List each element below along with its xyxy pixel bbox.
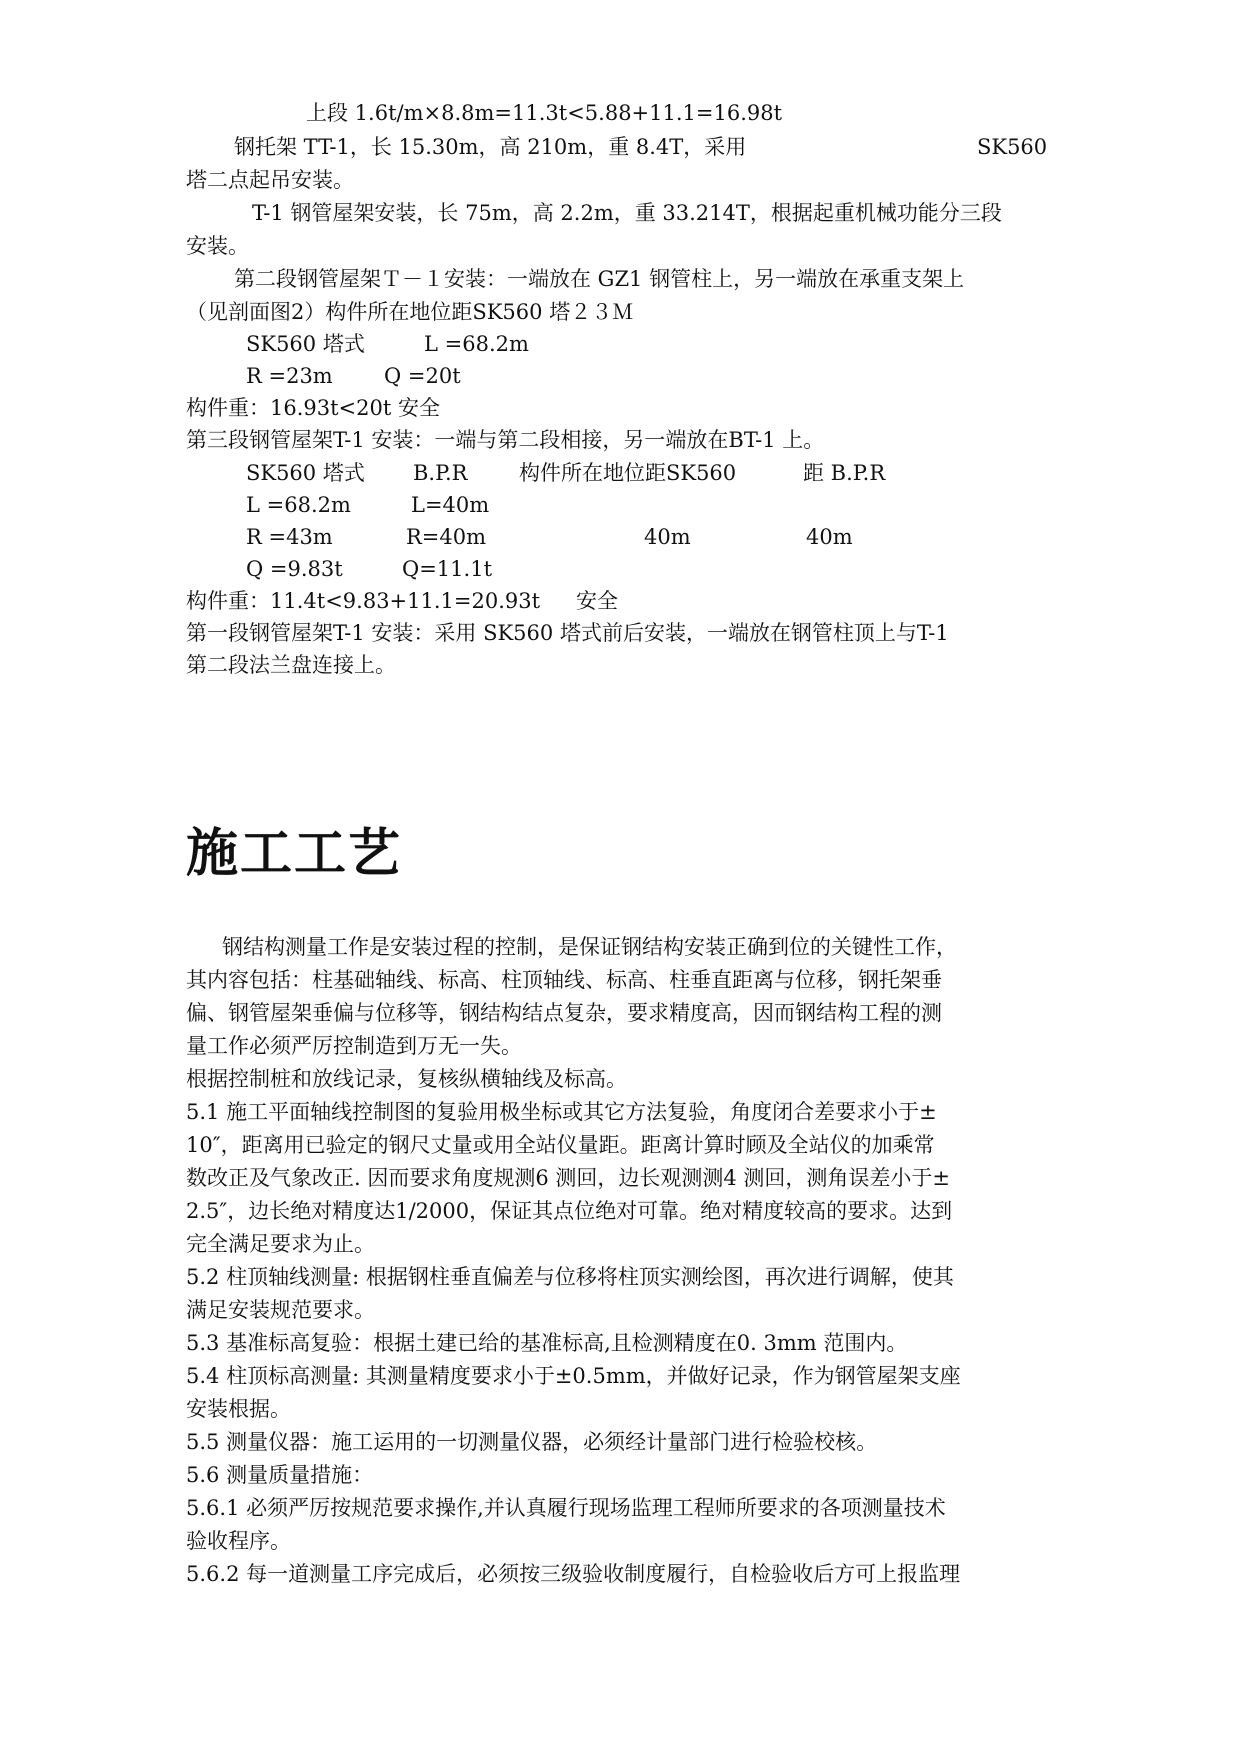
text-line: 数改正及气象改正. 因而要求角度规测6 测回，边长观测测4 测回，测角误差小于± xyxy=(186,1166,951,1190)
section-heading: 施工工艺 xyxy=(186,824,403,884)
text-line: 安装根据。 xyxy=(186,1397,291,1421)
text-line: 安装。 xyxy=(186,234,249,258)
text-line: 验收程序。 xyxy=(186,1529,291,1553)
spec-label: SK560 塔式 xyxy=(246,461,365,485)
text-line: T-1 钢管屋架安装，长 75m，高 2.2m，重 33.214T，根据起重机械功能分三段 xyxy=(252,201,1002,225)
text-line: SK560 xyxy=(977,135,1048,159)
text-line: 2.5″，边长绝对精度达1/2000，保证其点位绝对可靠。绝对精度较高的要求。达到 xyxy=(186,1199,953,1223)
spec-value: L=40m xyxy=(411,493,490,517)
text-line: 5.5 测量仪器：施工运用的一切测量仪器，必须经计量部门进行检验校核。 xyxy=(186,1430,878,1454)
text-line: （见剖面图2）构件所在地位距SK560 塔２３Ｍ xyxy=(186,300,634,324)
text-line: 5.1 施工平面轴线控制图的复验用极坐标或其它方法复验，角度闭合差要求小于± xyxy=(186,1100,937,1124)
text-line: 其内容包括：柱基础轴线、标高、柱顶轴线、标高、柱垂直距离与位移，钢托架垂 xyxy=(186,968,942,992)
spec-value: Q=11.1t xyxy=(402,557,493,581)
text-line: 钢托架 TT-1，长 15.30m，高 210m，重 8.4T，采用 xyxy=(234,135,747,159)
text-line: 第二段钢管屋架Ｔ－１安装：一端放在 GZ1 钢管柱上，另一端放在承重支架上 xyxy=(234,267,965,291)
spec-value: R=40m xyxy=(406,525,487,549)
text-line: 5.6.2 每一道测量工序完成后，必须按三级验收制度履行，自检验收后方可上报监理 xyxy=(186,1562,961,1586)
spec-value: 40m xyxy=(806,525,853,549)
text-line: 钢结构测量工作是安装过程的控制，是保证钢结构安装正确到位的关键性工作， xyxy=(222,935,957,959)
text-line: 根据控制桩和放线记录，复核纵横轴线及标高。 xyxy=(186,1067,627,1091)
text-line: 满足安装规范要求。 xyxy=(186,1298,375,1322)
text-line: 塔二点起吊安装。 xyxy=(186,168,354,192)
text-line: 第一段钢管屋架T-1 安装：采用 SK560 塔式前后安装，一端放在钢管柱顶上与T-1 xyxy=(186,621,949,645)
spec-value: R =23m xyxy=(246,364,333,388)
spec-label: B.P.R xyxy=(413,461,468,485)
spec-value: 40m xyxy=(644,525,691,549)
text-line: 5.3 基准标高复验：根据土建已给的基准标高,且检测精度在0. 3mm 范围内。 xyxy=(186,1331,908,1355)
text-line: 量工作必须严厉控制造到万无一失。 xyxy=(186,1034,522,1058)
text-line: 5.6 测量质量措施： xyxy=(186,1463,374,1487)
spec-value: L =68.2m xyxy=(246,493,351,517)
spec-value: Q =20t xyxy=(384,364,461,388)
text-line: 上段 1.6t/m×8.8m=11.3t<5.88+11.1=16.98t xyxy=(306,101,783,125)
text-line: 构件重：16.93t<20t 安全 xyxy=(186,396,440,420)
spec-label: SK560 塔式 xyxy=(246,332,365,356)
text-line: 5.2 柱顶轴线测量: 根据钢柱垂直偏差与位移将柱顶实测绘图，再次进行调解，使其 xyxy=(186,1265,954,1289)
text-line: 10″，距离用已验定的钢尺丈量或用全站仪量距。距离计算时顾及全站仪的加乘常 xyxy=(186,1133,935,1157)
text-line: 第三段钢管屋架T-1 安装：一端与第二段相接，另一端放在BT-1 上。 xyxy=(186,428,825,452)
text-line: 偏、钢管屋架垂偏与位移等，钢结构结点复杂，要求精度高，因而钢结构工程的测 xyxy=(186,1001,942,1025)
spec-label: 构件所在地位距SK560 xyxy=(519,461,737,485)
text-line: 第二段法兰盘连接上。 xyxy=(186,653,396,677)
text-line: 5.6.1 必须严厉按规范要求操作,并认真履行现场监理工程师所要求的各项测量技术 xyxy=(186,1496,946,1520)
spec-value: Q =9.83t xyxy=(246,557,343,581)
text-line: 完全满足要求为止。 xyxy=(186,1232,375,1256)
spec-value: L =68.2m xyxy=(424,332,529,356)
text-line: 安全 xyxy=(576,589,618,613)
text-line: 5.4 柱顶标高测量: 其测量精度要求小于±0.5mm，并做好记录，作为钢管屋架支座 xyxy=(186,1364,961,1388)
spec-value: R =43m xyxy=(246,525,333,549)
spec-label: 距 B.P.R xyxy=(803,461,886,485)
text-line: 构件重：11.4t<9.83+11.1=20.93t xyxy=(186,589,541,613)
